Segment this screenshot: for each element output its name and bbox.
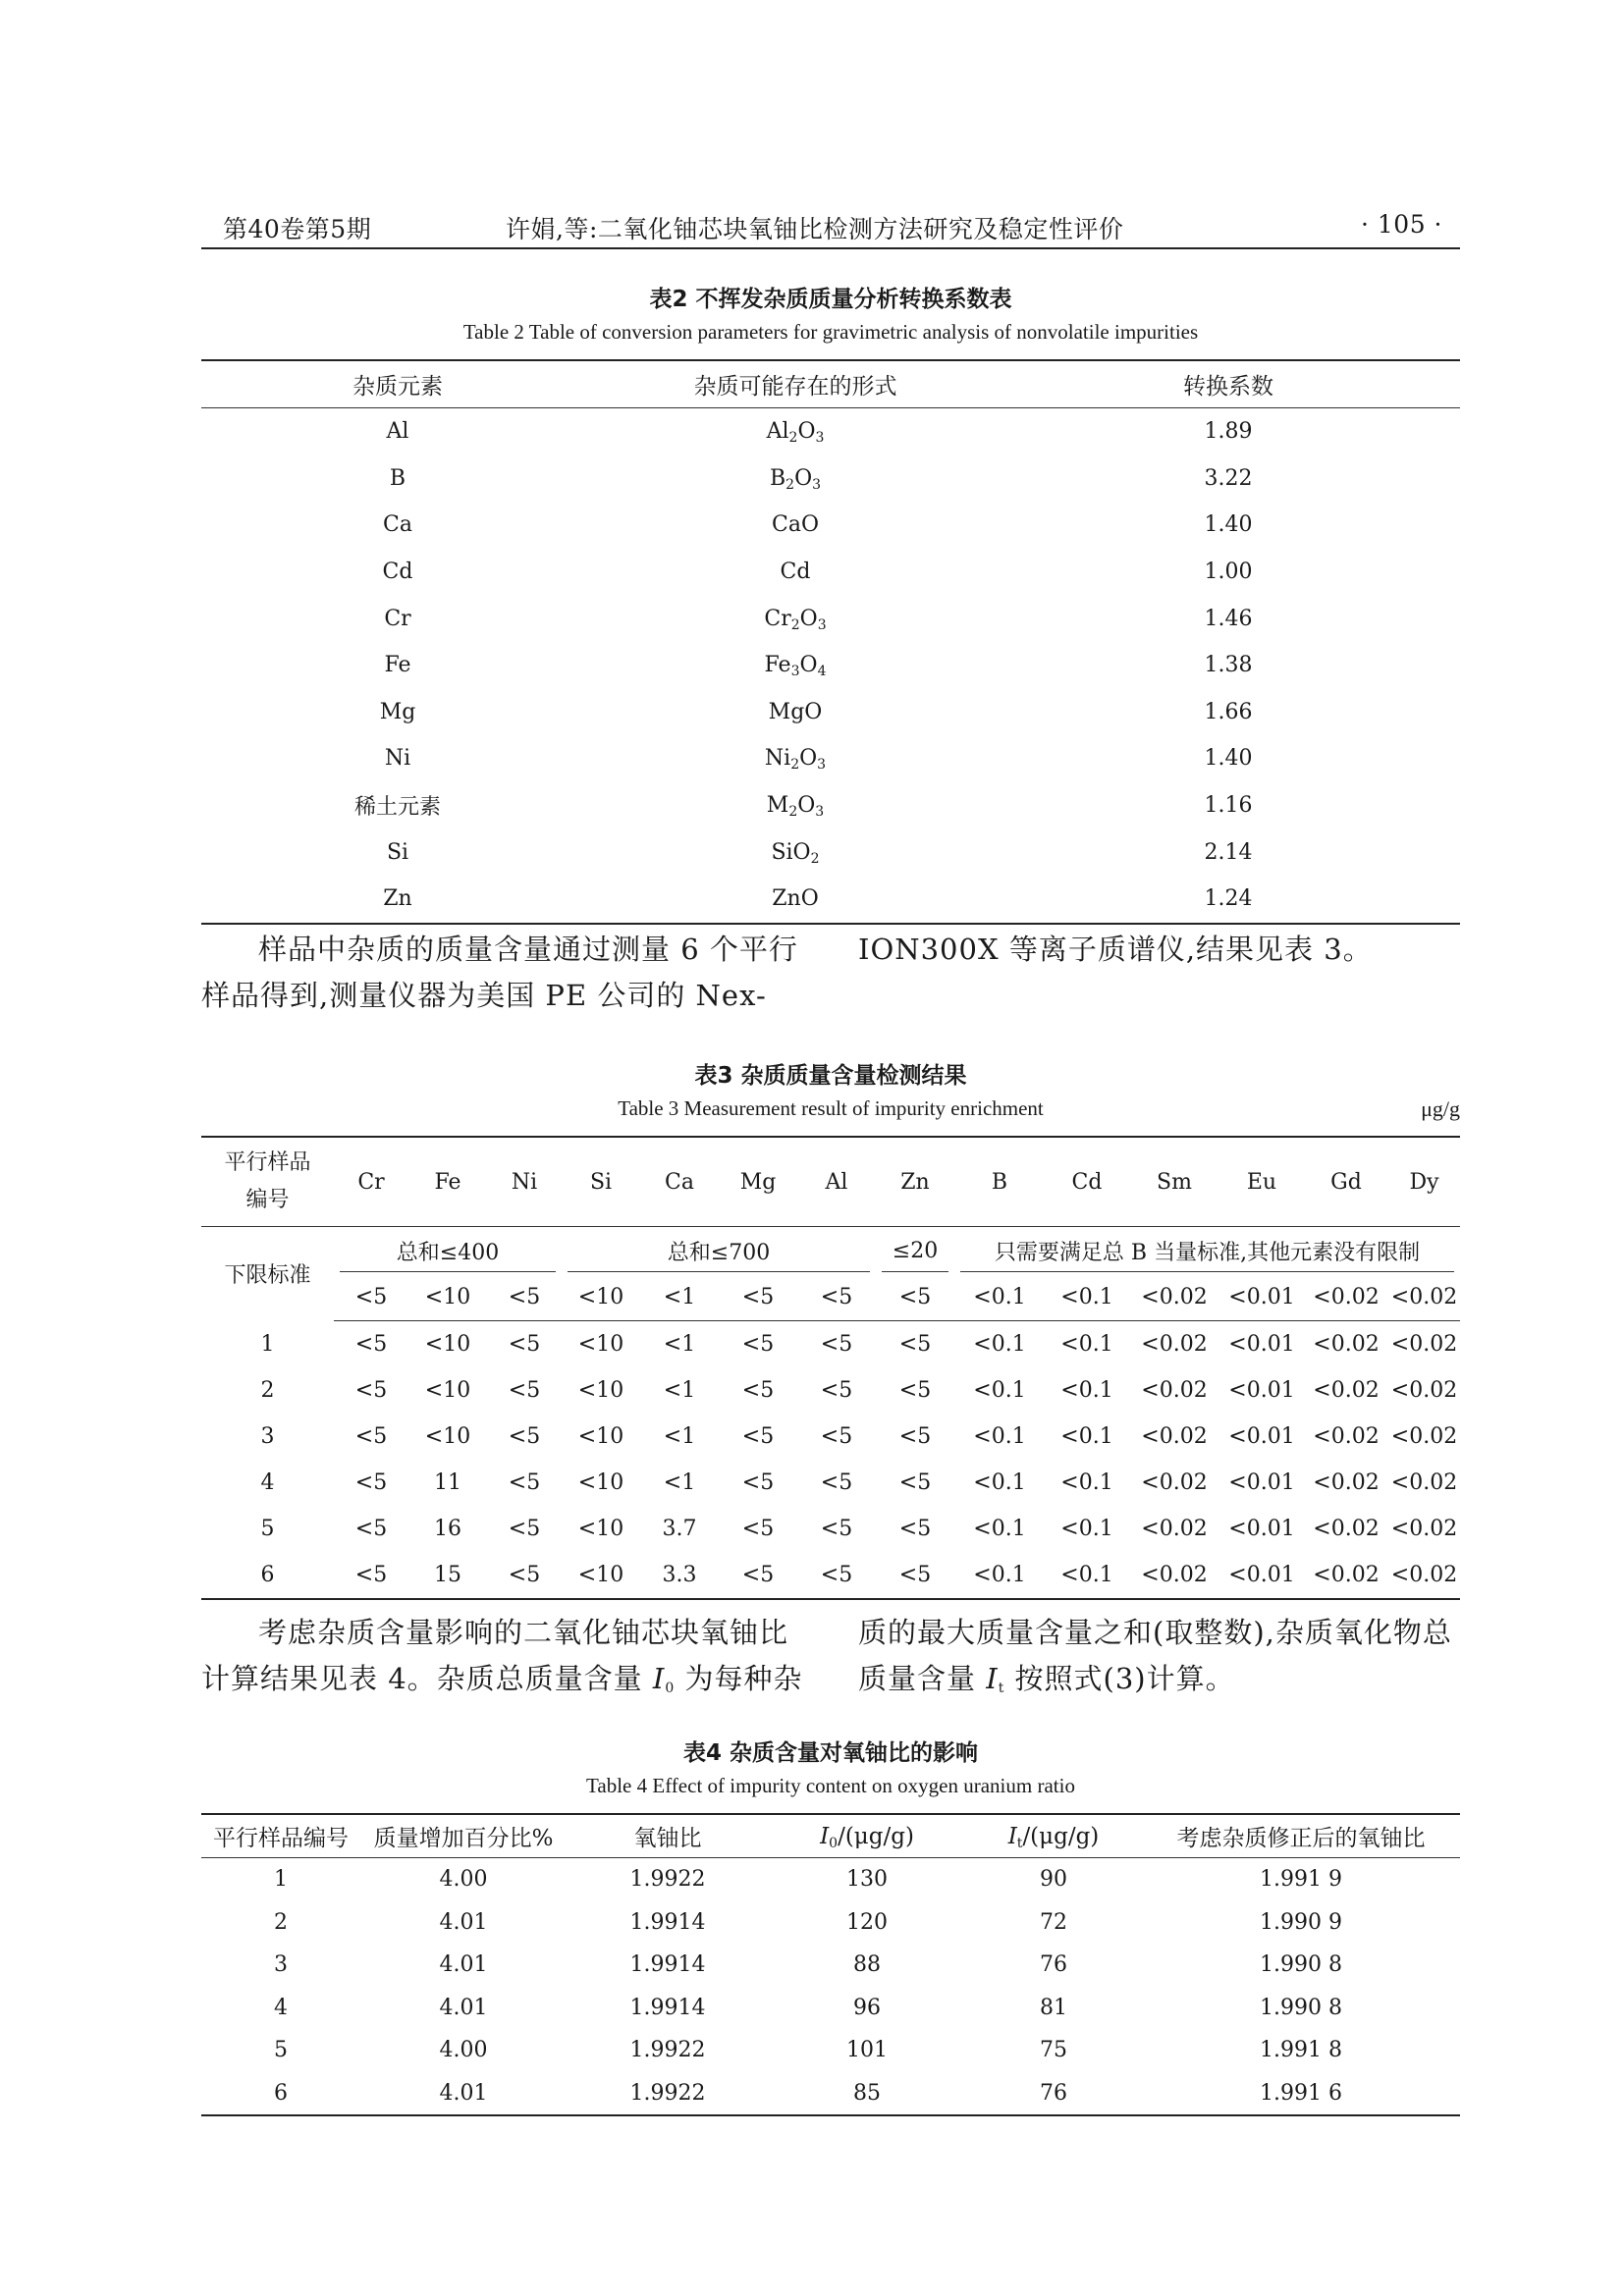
value-cell: <10 xyxy=(577,1378,624,1403)
value-cell: <0.1 xyxy=(973,1332,1026,1357)
value-cell: <5 xyxy=(820,1424,853,1449)
form-cell: ZnO xyxy=(772,886,819,912)
table3-header-cell: Ca xyxy=(640,1137,719,1227)
element-cell: Ca xyxy=(383,512,412,538)
table4-cell: 85 xyxy=(853,2080,881,2106)
element-cell: Si xyxy=(386,839,409,865)
value-cell: <0.02 xyxy=(1141,1332,1208,1357)
sample-id-cell: 1 xyxy=(260,1331,275,1357)
value-cell: <5 xyxy=(820,1563,853,1587)
value-cell: <0.02 xyxy=(1313,1424,1380,1449)
value-cell: <10 xyxy=(577,1563,624,1587)
limit-cell: <10 xyxy=(408,1274,487,1321)
table-row xyxy=(201,1460,1460,1506)
value-cell: <5 xyxy=(898,1563,932,1587)
table-row xyxy=(201,1944,1460,1987)
table4-cell: 1.9922 xyxy=(629,1867,706,1893)
table2-header-row xyxy=(201,360,1460,408)
paragraph-1-right xyxy=(858,927,1460,973)
value-cell: <0.1 xyxy=(973,1563,1026,1587)
value-cell: <10 xyxy=(424,1424,471,1449)
table4-body xyxy=(201,1858,1460,2116)
limit-cell: <0.02 xyxy=(1129,1274,1219,1321)
table4-cell: 1.990 8 xyxy=(1260,1995,1342,2020)
table4-cell: 72 xyxy=(1040,1909,1067,1935)
value-cell: <0.1 xyxy=(973,1378,1026,1403)
value-cell: <0.01 xyxy=(1228,1517,1295,1541)
value-cell: <0.02 xyxy=(1313,1563,1380,1587)
text-line: 考虑杂质含量影响的二氧化铀芯块氧铀比 xyxy=(258,1616,789,1649)
factor-cell: 1.46 xyxy=(1204,606,1253,631)
element-cell: Cr xyxy=(384,606,411,631)
table-row xyxy=(201,689,1460,736)
running-header xyxy=(201,204,1460,247)
sample-id-cell: 5 xyxy=(260,1517,275,1541)
limit-group-cell: 总和≤400 xyxy=(334,1227,562,1275)
value-cell: <0.1 xyxy=(1060,1470,1113,1495)
sample-id-cell: 6 xyxy=(260,1563,275,1587)
value-cell: <0.02 xyxy=(1141,1470,1208,1495)
value-cell: <5 xyxy=(820,1378,853,1403)
factor-cell: 1.24 xyxy=(1204,886,1253,912)
table-row xyxy=(201,595,1460,642)
factor-cell: 1.40 xyxy=(1204,512,1253,538)
table4-cell: 76 xyxy=(1040,2080,1067,2106)
paragraph-2-left xyxy=(201,1610,803,1702)
table3-caption-en: Table 3 Measurement result of impurity enrichment xyxy=(618,1096,1044,1120)
article-title: 许娟,等:二氧化铀芯块氧铀比检测方法研究及稳定性评价 xyxy=(506,215,1124,243)
value-cell: <1 xyxy=(663,1470,696,1495)
value-cell: <5 xyxy=(508,1424,541,1449)
text-line: 样品中杂质的质量含量通过测量 6 个平行 xyxy=(258,933,798,966)
limit-cell: <0.01 xyxy=(1219,1274,1304,1321)
table4-cell: 2 xyxy=(274,1909,288,1935)
table4-cell: 130 xyxy=(846,1867,888,1893)
table4-cell: 1.9914 xyxy=(629,1909,706,1935)
value-cell: <0.02 xyxy=(1313,1332,1380,1357)
table3-header-cell: Ni xyxy=(487,1137,562,1227)
table4-cell: 1.991 6 xyxy=(1260,2080,1342,2106)
table-row xyxy=(201,1552,1460,1599)
table4-header-cell: $I_t/(\mu g/g)$ xyxy=(965,1814,1142,1858)
value-cell: <5 xyxy=(354,1424,388,1449)
limit-cell: <0.1 xyxy=(954,1274,1045,1321)
table3-header-cell: Sm xyxy=(1129,1137,1219,1227)
text-line: 计算结果见表 4。杂质总质量含量 $I_0$ 为每种杂 xyxy=(201,1662,803,1696)
table4-cell: 1.9914 xyxy=(629,1995,706,2020)
value-cell: <0.02 xyxy=(1313,1378,1380,1403)
value-cell: <5 xyxy=(820,1332,853,1357)
table3-header-cell: Eu xyxy=(1219,1137,1304,1227)
factor-cell: 2.14 xyxy=(1204,839,1253,865)
table4-cell: 4.01 xyxy=(439,1952,488,1978)
table-row xyxy=(201,455,1460,503)
value-cell: <0.1 xyxy=(1060,1378,1113,1403)
value-cell: <5 xyxy=(508,1332,541,1357)
table4-cell: 1.9914 xyxy=(629,1952,706,1978)
value-cell: <5 xyxy=(508,1517,541,1541)
value-cell: 16 xyxy=(434,1517,461,1541)
table-row xyxy=(201,876,1460,924)
value-cell: <0.01 xyxy=(1228,1563,1295,1587)
table2 xyxy=(201,359,1460,925)
factor-cell: 1.89 xyxy=(1204,419,1253,445)
paragraph-1-left xyxy=(201,927,800,1019)
limit-group-cell: 总和≤700 xyxy=(562,1227,876,1275)
table3-header-cell: Gd xyxy=(1304,1137,1388,1227)
table2-caption-zh: 表2 不挥发杂质质量分析转换系数表 xyxy=(649,287,1012,312)
value-cell: <5 xyxy=(741,1332,775,1357)
table4-cell: 1.990 9 xyxy=(1260,1909,1342,1935)
value-cell: <5 xyxy=(508,1563,541,1587)
value-cell: <0.01 xyxy=(1228,1378,1295,1403)
form-cell: MgO xyxy=(768,699,823,724)
value-cell: <0.1 xyxy=(1060,1332,1113,1357)
table4-cell: 90 xyxy=(1040,1867,1067,1893)
factor-cell: 1.00 xyxy=(1204,560,1253,585)
element-cell: Mg xyxy=(379,699,416,724)
value-cell: <5 xyxy=(354,1470,388,1495)
element-cell: Fe xyxy=(384,653,411,678)
table2-body xyxy=(201,408,1460,924)
table-row xyxy=(201,1414,1460,1460)
limit-cell: <5 xyxy=(719,1274,797,1321)
table4-cell: 3 xyxy=(274,1952,288,1978)
table4-cell: 1.991 9 xyxy=(1260,1867,1342,1893)
limit-cell: <10 xyxy=(562,1274,640,1321)
table-row xyxy=(201,408,1460,455)
table2-header-cell: 转换系数 xyxy=(997,360,1460,408)
limit-group-cell: 只需要满足总 B 当量标准,其他元素没有限制 xyxy=(954,1227,1460,1275)
value-cell: <5 xyxy=(898,1470,932,1495)
table-row xyxy=(201,1321,1460,1368)
table3-header-cell: Mg xyxy=(719,1137,797,1227)
table3 xyxy=(201,1136,1460,1600)
form-cell: $Fe_3O_4$ xyxy=(764,653,827,680)
page-number: · 105 · xyxy=(1360,210,1442,239)
table4-cell: 1 xyxy=(274,1867,288,1893)
value-cell: <5 xyxy=(820,1470,853,1495)
header-rule xyxy=(201,247,1460,249)
paragraph-2-right xyxy=(858,1610,1460,1702)
table-row xyxy=(201,1901,1460,1945)
factor-cell: 1.16 xyxy=(1204,793,1253,819)
table4-cell: 1.991 8 xyxy=(1260,2038,1342,2063)
value-cell: <5 xyxy=(741,1378,775,1403)
table2-header-cell: 杂质可能存在的形式 xyxy=(594,360,997,408)
table4-cell: 81 xyxy=(1040,1995,1067,2020)
value-cell: <5 xyxy=(354,1563,388,1587)
table4-caption-en: Table 4 Effect of impurity content on oxygen uranium ratio xyxy=(586,1774,1075,1797)
table3-header-cell: B xyxy=(954,1137,1045,1227)
table3-header-cell: Fe xyxy=(408,1137,487,1227)
table4 xyxy=(201,1813,1460,2116)
table3-caption-zh: 表3 杂质质量含量检测结果 xyxy=(694,1063,967,1089)
table3-group-row xyxy=(201,1227,1460,1275)
value-cell: <0.02 xyxy=(1390,1332,1458,1357)
limit-cell: <5 xyxy=(334,1274,408,1321)
value-cell: <5 xyxy=(898,1378,932,1403)
value-cell: <10 xyxy=(424,1332,471,1357)
table4-cell: 4.01 xyxy=(439,2080,488,2106)
table4-cell: 75 xyxy=(1040,2038,1067,2063)
table4-cell: 96 xyxy=(853,1995,881,2020)
value-cell: 15 xyxy=(434,1563,461,1587)
form-cell: $Ni_2O_3$ xyxy=(764,746,827,774)
value-cell: <0.1 xyxy=(973,1517,1026,1541)
value-cell: <0.02 xyxy=(1141,1424,1208,1449)
limit-group-cell: ≤20 xyxy=(876,1227,954,1275)
table-row xyxy=(201,2072,1460,2116)
value-cell: <5 xyxy=(741,1470,775,1495)
table4-cell: 76 xyxy=(1040,1952,1067,1978)
table4-cell: 88 xyxy=(853,1952,881,1978)
element-cell: B xyxy=(389,465,406,491)
element-cell: Al xyxy=(386,419,409,445)
limit-cell: <0.02 xyxy=(1304,1274,1388,1321)
text-line: 质量含量 $I_t$ 按照式(3)计算。 xyxy=(858,1662,1235,1696)
value-cell: <0.01 xyxy=(1228,1424,1295,1449)
value-cell: <5 xyxy=(354,1517,388,1541)
element-cell: 稀土元素 xyxy=(353,795,441,821)
value-cell: <0.1 xyxy=(1060,1424,1113,1449)
value-cell: <0.02 xyxy=(1313,1470,1380,1495)
text-line: 质的最大质量含量之和(取整数),杂质氧化物总 xyxy=(858,1616,1452,1649)
value-cell: <0.02 xyxy=(1390,1378,1458,1403)
value-cell: <10 xyxy=(577,1332,624,1357)
value-cell: <0.02 xyxy=(1390,1470,1458,1495)
factor-cell: 1.40 xyxy=(1204,746,1253,772)
table4-header-cell: 平行样品编号 xyxy=(201,1814,360,1858)
journal-issue: 第40卷第5期 xyxy=(223,215,372,243)
value-cell: <1 xyxy=(663,1332,696,1357)
table4-cell: 101 xyxy=(846,2038,888,2063)
table4-header-row xyxy=(201,1814,1460,1858)
limit-cell: <0.1 xyxy=(1045,1274,1129,1321)
value-cell: <5 xyxy=(354,1378,388,1403)
table3-header-cell: Al xyxy=(797,1137,876,1227)
value-cell: <0.02 xyxy=(1390,1424,1458,1449)
table-row xyxy=(201,502,1460,549)
value-cell: <0.02 xyxy=(1390,1517,1458,1541)
element-cell: Ni xyxy=(384,746,411,772)
table-row xyxy=(201,828,1460,876)
value-cell: <0.02 xyxy=(1313,1517,1380,1541)
limit-label: 下限标准 xyxy=(224,1263,311,1289)
table-row xyxy=(201,1506,1460,1552)
sample-id-cell: 2 xyxy=(260,1378,275,1403)
table-row xyxy=(201,1858,1460,1901)
value-cell: <0.1 xyxy=(1060,1517,1113,1541)
table4-header-cell: 质量增加百分比% xyxy=(360,1814,567,1858)
value-cell: <0.02 xyxy=(1390,1563,1458,1587)
table3-header-cell: 平行样品 编号 xyxy=(201,1137,334,1227)
table4-cell: 5 xyxy=(274,2038,288,2063)
value-cell: 3.3 xyxy=(662,1563,697,1587)
table4-cell: 4 xyxy=(274,1995,288,2020)
table4-cell: 4.01 xyxy=(439,1909,488,1935)
limit-cell: <5 xyxy=(797,1274,876,1321)
table3-header-cell: Zn xyxy=(876,1137,954,1227)
element-cell: Zn xyxy=(383,886,412,912)
table2-caption-en: Table 2 Table of conversion parameters for gravimetric analysis of nonvolatile impurities xyxy=(462,320,1199,344)
value-cell: <1 xyxy=(663,1378,696,1403)
text-line: ION300X 等离子质谱仪,结果见表 3。 xyxy=(858,933,1373,966)
table-row xyxy=(201,735,1460,782)
value-cell: <1 xyxy=(663,1424,696,1449)
form-cell: SiO$_2$ xyxy=(771,839,820,867)
text-line: 样品得到,测量仪器为美国 PE 公司的 Nex- xyxy=(201,979,767,1012)
table4-cell: 120 xyxy=(846,1909,888,1935)
limit-cell: <1 xyxy=(640,1274,719,1321)
value-cell: <5 xyxy=(508,1378,541,1403)
value-cell: <10 xyxy=(424,1378,471,1403)
table4-cell: 4.01 xyxy=(439,1995,488,2020)
factor-cell: 1.38 xyxy=(1204,653,1253,678)
table3-body xyxy=(201,1227,1460,1600)
value-cell: <0.01 xyxy=(1228,1470,1295,1495)
table4-caption-zh: 表4 杂质含量对氧铀比的影响 xyxy=(682,1740,978,1766)
table4-cell: 6 xyxy=(274,2080,288,2106)
element-cell: Cd xyxy=(382,560,413,585)
value-cell: <5 xyxy=(898,1517,932,1541)
table4-header-cell: 考虑杂质修正后的氧铀比 xyxy=(1142,1814,1460,1858)
table3-limit-row xyxy=(201,1274,1460,1321)
table4-cell: 4.00 xyxy=(439,1867,488,1893)
value-cell: <5 xyxy=(354,1332,388,1357)
form-cell: $B_2O_3$ xyxy=(769,465,822,493)
form-cell: $M_2O_3$ xyxy=(766,793,825,821)
value-cell: <5 xyxy=(741,1563,775,1587)
value-cell: <5 xyxy=(898,1332,932,1357)
table3-unit: μg/g xyxy=(1421,1096,1460,1121)
form-cell: CaO xyxy=(772,512,819,538)
value-cell: <0.1 xyxy=(1060,1563,1113,1587)
value-cell: <10 xyxy=(577,1517,624,1541)
value-cell: <5 xyxy=(741,1517,775,1541)
value-cell: <0.1 xyxy=(973,1470,1026,1495)
table4-cell: 4.00 xyxy=(439,2038,488,2063)
value-cell: <0.1 xyxy=(973,1424,1026,1449)
value-cell: <0.02 xyxy=(1141,1378,1208,1403)
table-row xyxy=(201,2029,1460,2072)
value-cell: <0.02 xyxy=(1141,1517,1208,1541)
value-cell: <0.02 xyxy=(1141,1563,1208,1587)
table3-header-cell: Cd xyxy=(1045,1137,1129,1227)
value-cell: <0.01 xyxy=(1228,1332,1295,1357)
table-row xyxy=(201,642,1460,689)
value-cell: <5 xyxy=(741,1424,775,1449)
table-row xyxy=(201,549,1460,596)
table2-header-cell: 杂质元素 xyxy=(201,360,594,408)
value-cell: 11 xyxy=(434,1470,461,1495)
limit-cell: <5 xyxy=(876,1274,954,1321)
form-cell: $Cr_2O_3$ xyxy=(764,606,827,633)
sample-id-cell: 4 xyxy=(260,1470,275,1495)
limit-cell: <5 xyxy=(487,1274,562,1321)
table4-cell: 1.9922 xyxy=(629,2080,706,2106)
table4-cell: 1.9922 xyxy=(629,2038,706,2063)
value-cell: <10 xyxy=(577,1470,624,1495)
value-cell: 3.7 xyxy=(662,1517,697,1541)
table4-cell: 1.990 8 xyxy=(1260,1952,1342,1978)
value-cell: <5 xyxy=(508,1470,541,1495)
form-cell: Cd xyxy=(780,560,811,585)
table-row xyxy=(201,1987,1460,2030)
table3-header-cell: Dy xyxy=(1388,1137,1460,1227)
table4-header-cell: $I_0/(\mu g/g)$ xyxy=(769,1814,965,1858)
limit-cell: <0.02 xyxy=(1388,1274,1460,1321)
table-row xyxy=(201,782,1460,829)
table3-header-row xyxy=(201,1137,1460,1227)
form-cell: $Al_2O_3$ xyxy=(766,419,825,447)
factor-cell: 1.66 xyxy=(1204,699,1253,724)
table3-header-cell: Si xyxy=(562,1137,640,1227)
value-cell: <5 xyxy=(898,1424,932,1449)
table-row xyxy=(201,1367,1460,1414)
table3-header-cell: Cr xyxy=(334,1137,408,1227)
value-cell: <10 xyxy=(577,1424,624,1449)
factor-cell: 3.22 xyxy=(1204,465,1253,491)
table4-header-cell: 氧铀比 xyxy=(567,1814,769,1858)
sample-id-cell: 3 xyxy=(260,1424,275,1449)
value-cell: <5 xyxy=(820,1517,853,1541)
